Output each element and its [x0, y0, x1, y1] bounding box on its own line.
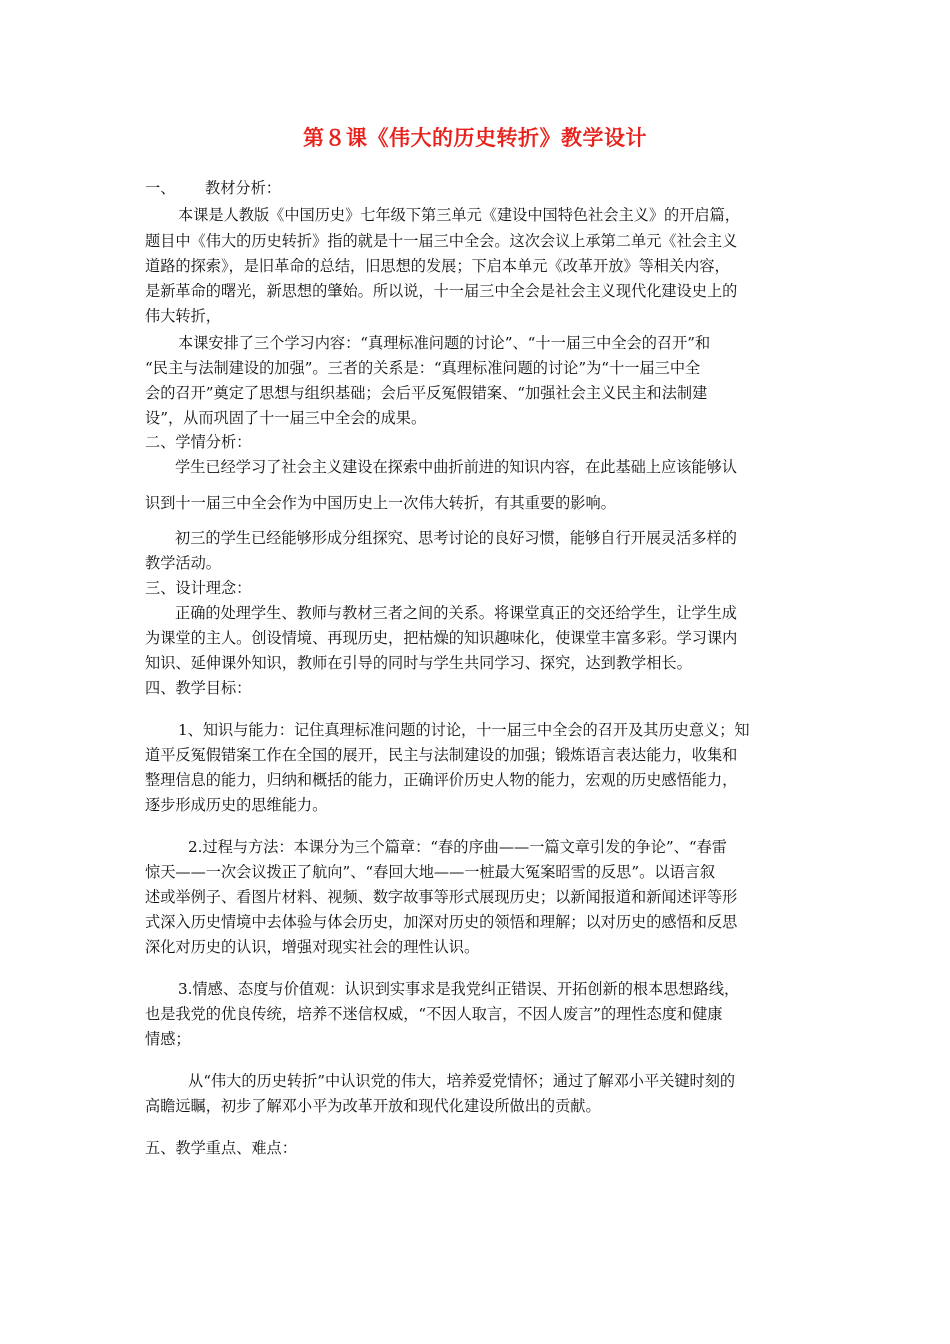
paragraph-line: 本课安排了三个学习内容：“真理标准问题的讨论”、“十一届三中全会的召开”和 [178, 334, 711, 352]
section-heading-key-points: 五、教学重点、难点： [145, 1139, 297, 1157]
paragraph-line: 1、知识与能力：记住真理标准问题的讨论，十一届三中全会的召开及其历史意义；知 [178, 721, 750, 739]
paragraph-line: “民主与法制建设的加强”。三者的关系是：“真理标准问题的讨论”为“十一届三中全 [145, 359, 701, 377]
section-number: 一、 [145, 179, 176, 197]
paragraph-line: 情感； [145, 1030, 191, 1048]
paragraph-line: 为课堂的主人。创设情境、再现历史，把枯燥的知识趣味化，使课堂丰富多彩。学习课内 [145, 629, 738, 647]
paragraph-line: 深化对历史的认识，增强对现实社会的理性认识。 [145, 938, 480, 956]
paragraph-line: 惊天——一次会议拨正了航向”、“春回大地——一桩最大冤案昭雪的反思”。以语言叙 [145, 863, 716, 881]
paragraph-line: 述或举例子、看图片材料、视频、数字故事等形式展现历史；以新闻报道和新闻述评等形 [145, 888, 738, 906]
section-heading-materials [145, 178, 281, 198]
paragraph-line: 逐步形成历史的思维能力。 [145, 796, 328, 814]
paragraph-line: 初三的学生已经能够形成分组探究、思考讨论的良好习惯，能够自行开展灵活多样的 [175, 529, 737, 547]
paragraph-line: 识到十一届三中全会作为中国历史上一次伟大转折，有其重要的影响。 [145, 494, 616, 512]
paragraph-line: 伟大转折， [145, 307, 221, 325]
section-heading-concept: 三、设计理念： [145, 579, 252, 597]
paragraph-line: 本课是人教版《中国历史》七年级下第三单元《建设中国特色社会主义》的开启篇， [178, 206, 740, 224]
section-heading-text: 教材分析： [205, 179, 281, 197]
paragraph-line: 教学活动。 [145, 554, 221, 572]
paragraph-line: 知识、延伸课外知识，教师在引导的同时与学生共同学习、探究，达到教学相长。 [145, 654, 692, 672]
paragraph-line: 正确的处理学生、教师与教材三者之间的关系。将课堂真正的交还给学生，让学生成 [175, 604, 737, 622]
paragraph-line: 式深入历史情境中去体验与体会历史，加深对历史的领悟和理解；以对历史的感悟和反思 [145, 913, 738, 931]
paragraph-line: 2.过程与方法：本课分为三个篇章：“春的序曲——一篇文章引发的争论”、“春雷 [188, 838, 727, 856]
paragraph-line: 高瞻远瞩，初步了解邓小平为改革开放和现代化建设所做出的贡献。 [145, 1097, 601, 1115]
paragraph-line: 道平反冤假错案工作在全国的展开，民主与法制建设的加强；锻炼语言表达能力，收集和 [145, 746, 738, 764]
paragraph-line: 道路的探索》，是旧革命的总结，旧思想的发展；下启本单元《改革开放》等相关内容， [145, 257, 730, 275]
section-heading-students: 二、学情分析： [145, 433, 252, 451]
paragraph-line: 也是我党的优良传统，培养不迷信权威，“不因人取言，不因人废言”的理性态度和健康 [145, 1005, 723, 1023]
paragraph-line: 3.情感、态度与价值观：认识到实事求是我党纠正错误、开拓创新的根本思想路线， [178, 980, 740, 998]
document-title: 第８课《伟大的历史转折》教学设计 [303, 126, 647, 150]
paragraph-line: 学生已经学习了社会主义建设在探索中曲折前进的知识内容，在此基础上应该能够认 [175, 458, 737, 476]
paragraph-line: 整理信息的能力，归纳和概括的能力，正确评价历史人物的能力，宏观的历史感悟能力， [145, 771, 738, 789]
paragraph-line: 会的召开”奠定了思想与组织基础；会后平反冤假错案、“加强社会主义民主和法制建 [145, 384, 708, 402]
section-heading-goals: 四、教学目标： [145, 679, 252, 697]
paragraph-line: 是新革命的曙光，新思想的肇始。所以说，十一届三中全会是社会主义现代化建设史上的 [145, 282, 738, 300]
paragraph-line: 从“伟大的历史转折”中认识党的伟大，培养爱党情怀；通过了解邓小平关键时刻的 [188, 1072, 736, 1090]
paragraph-line: 题目中《伟大的历史转折》指的就是十一届三中全会。这次会议上承第二单元《社会主义 [145, 232, 738, 250]
paragraph-line: 设”，从而巩固了十一届三中全会的成果。 [145, 409, 427, 427]
